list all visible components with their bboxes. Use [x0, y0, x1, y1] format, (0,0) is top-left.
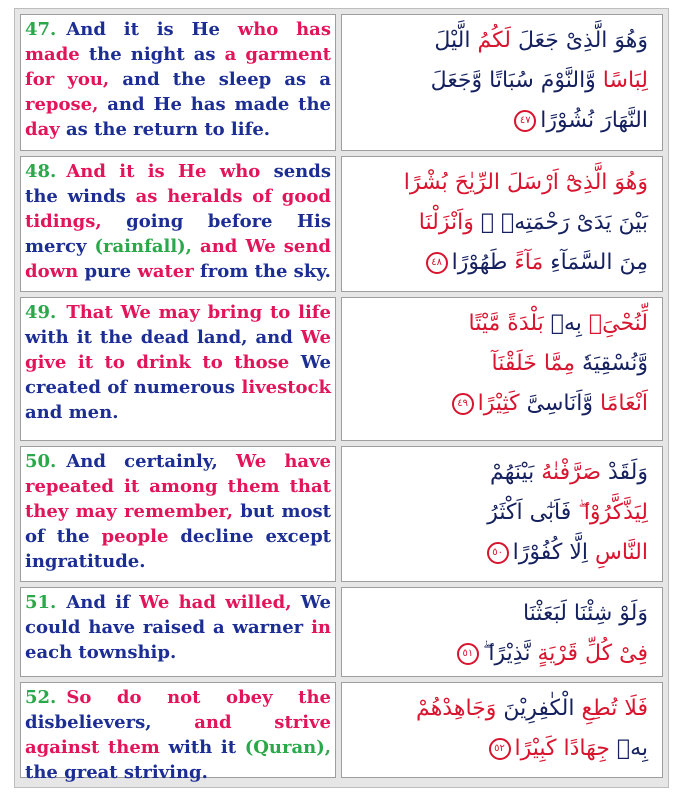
arabic-line — [352, 344, 648, 384]
verse-translation — [25, 449, 331, 574]
arabic-segment: بَيْنَهُمْ — [490, 460, 535, 485]
translation-segment: and men. — [25, 402, 119, 423]
verse-translation — [25, 590, 331, 665]
arabic-segment: فَاَبٰٓى اَكْثَرُ — [487, 500, 572, 525]
arabic-segment: فَلَا تُطِعِ — [574, 696, 648, 721]
verse-row-51 — [20, 587, 663, 677]
verse-number: 52. — [25, 687, 57, 708]
translation-segment: and He has made the — [107, 94, 331, 115]
arabic-line — [352, 453, 648, 493]
ayah-number-marker: ٥٢ — [489, 738, 511, 760]
arabic-line — [352, 384, 648, 424]
arabic-segment: وَّالنَّوْمَ سُبَاتًا وَّجَعَلَ — [430, 68, 596, 93]
arabic-segment: نَّذِيْرًا ۖ — [482, 641, 531, 666]
verse-translation — [25, 685, 331, 785]
arabic-line — [352, 304, 648, 344]
verse-number: 49. — [25, 302, 57, 323]
arabic-segment: لِيَذَّكَّرُوْا ۖ — [571, 500, 648, 525]
translation-segment: We have repeated it among them that they may remember, — [25, 451, 331, 522]
verse-row-52 — [20, 682, 663, 783]
verse-number: 48. — [25, 161, 57, 182]
arabic-line — [352, 243, 648, 283]
arabic-verse — [342, 683, 662, 769]
translation-segment: going before His mercy — [25, 211, 331, 257]
arabic-segment: وَاَنْزَلْنَا — [418, 210, 474, 235]
translation-segment: And if — [66, 592, 140, 613]
arabic-segment: لِّنُحْیَِۦ — [581, 311, 648, 336]
translation-cell — [20, 587, 336, 677]
verse-row-49 — [20, 297, 663, 441]
arabic-line — [352, 493, 648, 533]
arabic-segment: وَجَاهِدْهُمْ — [416, 696, 497, 721]
arabic-cell — [341, 297, 663, 441]
arabic-segment: بَيْنَ يَدَىْ رَحْمَتِهٖ ۚ — [473, 210, 648, 235]
arabic-cell — [341, 587, 663, 677]
translation-segment: We had willed, — [139, 592, 301, 613]
arabic-segment: وَهُوَ الَّذِىْٓ اَرْسَلَ الرِّيٰحَ بُشْرًا — [403, 170, 648, 195]
translation-segment: and strive against them — [25, 712, 331, 758]
translation-segment: with it — [168, 737, 245, 758]
arabic-segment: النَّهَارَ نُشُوْرًا — [540, 108, 648, 133]
arabic-cell — [341, 14, 663, 151]
arabic-verse — [342, 15, 662, 141]
translation-segment: We created of numerous — [25, 352, 331, 398]
translation-segment: a garment for you, — [25, 44, 331, 90]
arabic-line — [352, 594, 648, 634]
arabic-segment: بِهٖ — [609, 736, 648, 761]
arabic-segment: لِبَاسًا — [595, 68, 648, 93]
translation-segment: but most of the — [25, 501, 331, 547]
translation-segment: decline except ingratitude. — [25, 526, 331, 572]
arabic-segment: الَّيْلَ — [434, 28, 471, 53]
verse-translation — [25, 17, 331, 142]
arabic-line — [352, 203, 648, 243]
translation-segment: as the return to life. — [65, 119, 271, 140]
arabic-line — [352, 61, 648, 101]
translation-segment: We could have raised a warner — [25, 592, 331, 638]
arabic-segment: الْكٰفِرِيْنَ — [496, 696, 575, 721]
translation-segment: as heralds of good tidings, — [25, 186, 331, 232]
translation-segment: from the sky. — [200, 261, 331, 282]
arabic-cell — [341, 446, 663, 582]
arabic-verse — [342, 157, 662, 283]
arabic-segment: صَرَّفْنٰهُ — [534, 460, 601, 485]
arabic-verse — [342, 298, 662, 424]
verse-row-47 — [20, 14, 663, 151]
translation-segment: who has made — [25, 19, 331, 65]
translation-segment: in — [311, 617, 331, 638]
arabic-segment: اَنْعَامًا — [592, 391, 648, 416]
arabic-segment: جِهَادًا كَبِيْرًا — [514, 736, 610, 761]
translation-segment: and the sleep as a — [122, 69, 331, 90]
ayah-number-marker: ٤٩ — [452, 393, 474, 415]
translation-segment: the night as — [88, 44, 225, 65]
translation-cell — [20, 14, 336, 151]
translation-segment: disbelievers, — [25, 712, 195, 733]
translation-segment: (rainfall), — [94, 236, 201, 257]
arabic-segment: طَهُوْرًا — [451, 250, 508, 275]
translation-cell — [20, 297, 336, 441]
arabic-cell — [341, 682, 663, 778]
arabic-segment: بَلْدَةً مَّيْتًا — [468, 311, 544, 336]
translation-cell — [20, 682, 336, 783]
arabic-segment: وَهُوَ الَّذِىْ جَعَلَ — [510, 28, 648, 53]
arabic-segment: وَلَوْ شِئْنَا لَبَعَثْنَا — [522, 601, 648, 626]
translation-segment: repose, — [25, 94, 108, 115]
translation-segment: and We send down — [25, 236, 331, 282]
arabic-segment: النَّاسِ — [587, 540, 648, 565]
verse-row-48 — [20, 156, 663, 292]
arabic-line — [352, 634, 648, 674]
translation-segment: with it the dead land, and — [25, 327, 301, 348]
arabic-segment: وَّاَنَاسِىَّ — [519, 391, 593, 416]
verse-number: 51. — [25, 592, 57, 613]
translation-segment: And it is He who — [66, 161, 274, 182]
arabic-verse — [342, 588, 662, 674]
translation-segment: sends the winds — [25, 161, 331, 207]
translation-segment: We give it to drink to those — [25, 327, 331, 373]
arabic-segment: وَّنُسْقِيَهٗ — [575, 351, 648, 376]
translation-segment: livestock — [241, 377, 331, 398]
ayah-number-marker: ٤٨ — [426, 252, 448, 274]
arabic-line — [352, 729, 648, 769]
arabic-segment: مِمَّا خَلَقْنَآ — [491, 351, 576, 376]
arabic-segment: بِهٖ — [543, 311, 582, 336]
ayah-number-marker: ٥٠ — [487, 542, 509, 564]
arabic-segment: فِىْ كُلِّ قَرْيَةٍ — [530, 641, 648, 666]
translation-segment: And certainly, — [66, 451, 236, 472]
verse-table — [14, 8, 669, 788]
translation-segment: the great striving. — [25, 762, 208, 783]
arabic-segment: وَلَقَدْ — [601, 460, 648, 485]
verse-number: 47. — [25, 19, 57, 40]
translation-segment: And it is He — [66, 19, 238, 40]
translation-cell — [20, 446, 336, 582]
arabic-segment: كَثِيْرًا — [477, 391, 520, 416]
ayah-number-marker: ٤٧ — [514, 110, 536, 132]
arabic-segment: لَكُمُ — [470, 28, 511, 53]
arabic-line — [352, 163, 648, 203]
translation-segment: day — [25, 119, 66, 140]
translation-segment: pure — [84, 261, 138, 282]
arabic-line — [352, 101, 648, 141]
verse-row-50 — [20, 446, 663, 582]
arabic-line — [352, 689, 648, 729]
arabic-line — [352, 533, 648, 573]
ayah-number-marker: ٥١ — [457, 643, 479, 665]
translation-segment: water — [137, 261, 201, 282]
translation-cell — [20, 156, 336, 292]
arabic-segment: مِنَ السَّمَآءِ — [543, 250, 648, 275]
translation-segment: each township. — [25, 642, 177, 663]
verse-translation — [25, 159, 331, 284]
arabic-line — [352, 21, 648, 61]
arabic-segment: مَآءً — [507, 250, 544, 275]
verse-translation — [25, 300, 331, 425]
translation-segment: people — [101, 526, 181, 547]
verse-number: 50. — [25, 451, 57, 472]
translation-segment: So do not obey the — [66, 687, 331, 708]
arabic-verse — [342, 447, 662, 573]
translation-segment: That We may bring to life — [66, 302, 331, 323]
arabic-segment: اِلَّا كُفُوْرًا — [512, 540, 588, 565]
translation-segment: (Quran), — [244, 737, 332, 758]
arabic-cell — [341, 156, 663, 292]
